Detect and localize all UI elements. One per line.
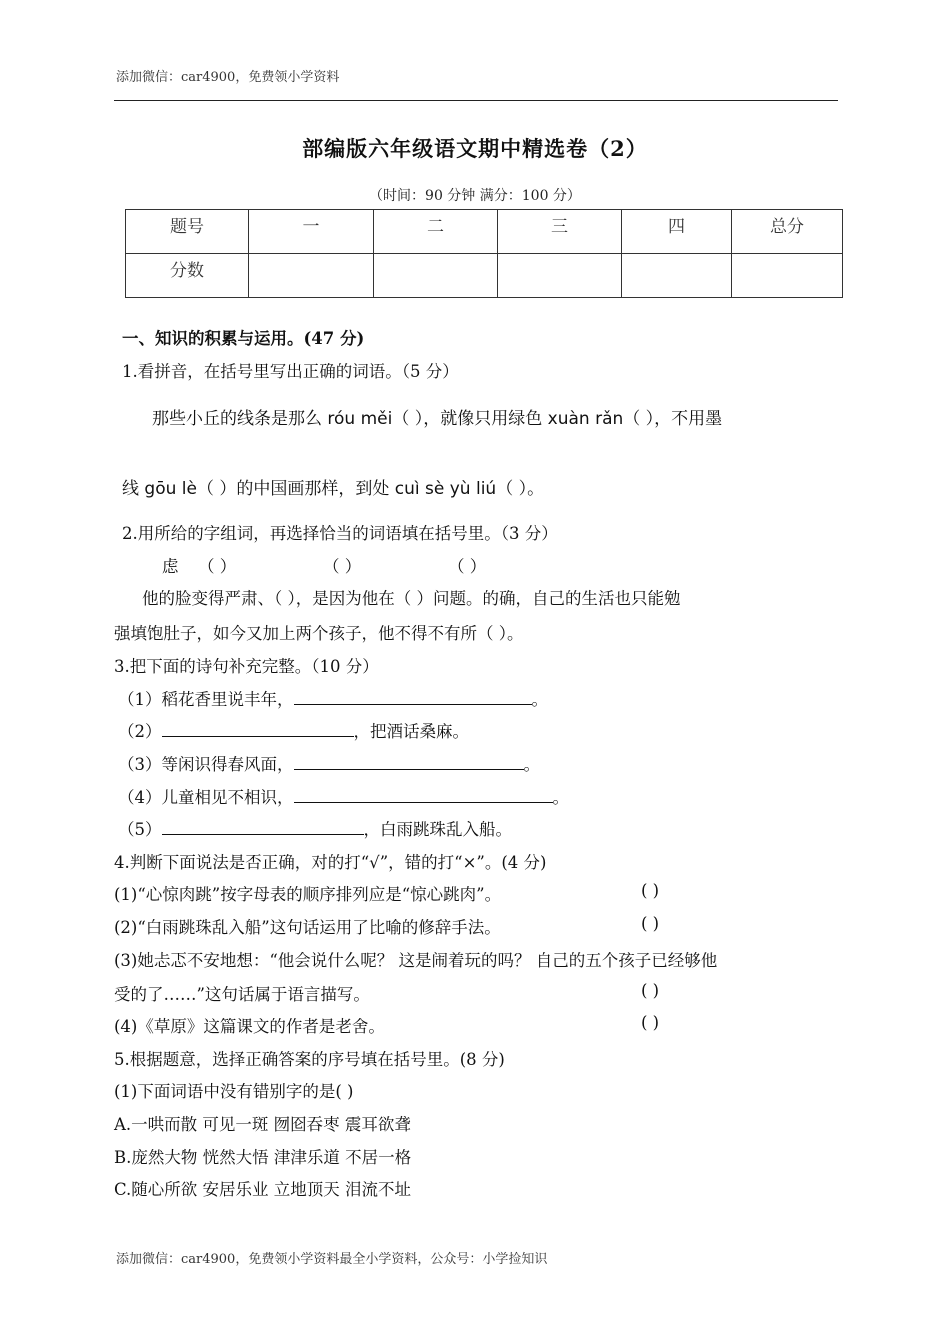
fill-blank[interactable] xyxy=(162,720,354,737)
judgement-item: (2)“白雨跳珠乱入船”这句话运用了比喻的修辞手法。 xyxy=(114,918,501,937)
footer-note: 添加微信：car4900，免费领小学资料最全小学资料，公众号：小学捡知识 xyxy=(116,1252,548,1267)
score-table xyxy=(125,209,843,298)
pinyin-line: 线 gōu lè（ ）的中国画那样，到处 cuì sè yù liú（ ）。 xyxy=(122,479,545,499)
score-table-cell: 题号 xyxy=(126,210,249,254)
score-table-header-row xyxy=(126,210,843,254)
choice-option[interactable]: B.庞然大物 恍然大悟 津津乐道 不居一格 xyxy=(114,1148,412,1167)
poem-prompt: （1）稻花香里说丰年， xyxy=(118,690,294,709)
poem-prompt: （2） xyxy=(118,722,162,741)
page-title: 部编版六年级语文期中精选卷（2） xyxy=(302,136,648,161)
judgement-item: (3)她忐忑不安地想：“他会说什么呢？ 这是闹着玩的吗？ 自己的五个孩子已经够他 xyxy=(114,951,718,970)
answer-paren[interactable]: （ ） xyxy=(198,557,237,576)
score-table-cell: 四 xyxy=(622,210,732,254)
answer-paren[interactable]: ( ) xyxy=(641,914,660,933)
fill-blank[interactable] xyxy=(294,688,532,705)
choice-option[interactable]: C.随心所欲 安居乐业 立地顶天 泪流不址 xyxy=(114,1180,412,1199)
poem-suffix: 。 xyxy=(552,788,569,807)
score-entry-cell[interactable] xyxy=(732,254,843,298)
poem-suffix: 。 xyxy=(523,755,540,774)
fill-blank[interactable] xyxy=(294,786,553,803)
score-entry-cell[interactable] xyxy=(374,254,498,298)
poem-item xyxy=(118,784,569,808)
judgement-item: (4)《草原》这篇课文的作者是老舍。 xyxy=(114,1017,385,1036)
question-stem: 3.把下面的诗句补充完整。（10 分） xyxy=(114,657,379,676)
poem-prompt: （4）儿童相见不相识， xyxy=(118,788,294,807)
answer-paren[interactable]: ( ) xyxy=(641,881,660,900)
question-stem: 4.判断下面说法是否正确，对的打“√”，错的打“×”。(4 分) xyxy=(114,853,547,872)
header-divider xyxy=(114,100,838,101)
answer-paren[interactable]: ( ) xyxy=(641,1013,660,1032)
score-table-cell: 总分 xyxy=(732,210,843,254)
score-table-cell: 二 xyxy=(374,210,498,254)
pinyin-line: 那些小丘的线条是那么 róu měi（ ），就像只用绿色 xuàn rǎn（ ），不用墨 xyxy=(152,409,723,429)
score-entry-cell[interactable] xyxy=(249,254,374,298)
question-stem: 2.用所给的字组词，再选择恰当的词语填在括号里。（3 分） xyxy=(122,524,558,543)
poem-suffix: ，把酒话桑麻。 xyxy=(353,722,469,741)
judgement-item-continued: 受的了……”这句话属于语言描写。 xyxy=(114,985,370,1004)
score-table-score-row xyxy=(126,254,843,298)
fill-blank[interactable] xyxy=(294,753,524,770)
poem-item xyxy=(118,816,512,840)
score-table-cell: 分数 xyxy=(126,254,249,298)
answer-paren[interactable]: （ ） xyxy=(448,557,487,576)
poem-prompt: （3）等闲识得春风面， xyxy=(118,755,294,774)
paragraph-line: 他的脸变得严肃、（ ），是因为他在（ ）问题。的确，自己的生活也只能勉 xyxy=(142,589,681,608)
poem-item xyxy=(118,751,540,775)
answer-paren[interactable]: （ ） xyxy=(323,557,362,576)
score-entry-cell[interactable] xyxy=(622,254,732,298)
paragraph-line: 强填饱肚子，如今又加上两个孩子，他不得不有所（ ）。 xyxy=(114,624,524,643)
score-table-cell: 三 xyxy=(498,210,622,254)
fill-blank[interactable] xyxy=(162,818,364,835)
question-stem: 1.看拼音，在括号里写出正确的词语。（5 分） xyxy=(122,362,459,381)
question-stem: 5.根据题意，选择正确答案的序号填在括号里。(8 分) xyxy=(114,1050,505,1069)
section-heading: 一、知识的积累与运用。(47 分) xyxy=(122,329,365,348)
poem-prompt: （5） xyxy=(118,820,162,839)
sub-question: (1)下面词语中没有错别字的是( ) xyxy=(114,1082,354,1101)
poem-suffix: ，白雨跳珠乱入船。 xyxy=(363,820,512,839)
poem-item xyxy=(118,718,469,742)
poem-item xyxy=(118,686,548,710)
choice-option[interactable]: A.一哄而散 可见一斑 囫囵吞枣 震耳欲聋 xyxy=(114,1115,411,1134)
score-table-cell: 一 xyxy=(249,210,374,254)
header-note: 添加微信：car4900，免费领小学资料 xyxy=(116,70,340,85)
judgement-item: (1)“心惊肉跳”按字母表的顺序排列应是“惊心跳肉”。 xyxy=(114,885,502,904)
given-character: 虑 xyxy=(162,557,179,576)
poem-suffix: 。 xyxy=(531,690,548,709)
exam-subtitle: （时间：90 分钟 满分：100 分） xyxy=(369,188,581,204)
answer-paren[interactable]: ( ) xyxy=(641,981,660,1000)
score-entry-cell[interactable] xyxy=(498,254,622,298)
